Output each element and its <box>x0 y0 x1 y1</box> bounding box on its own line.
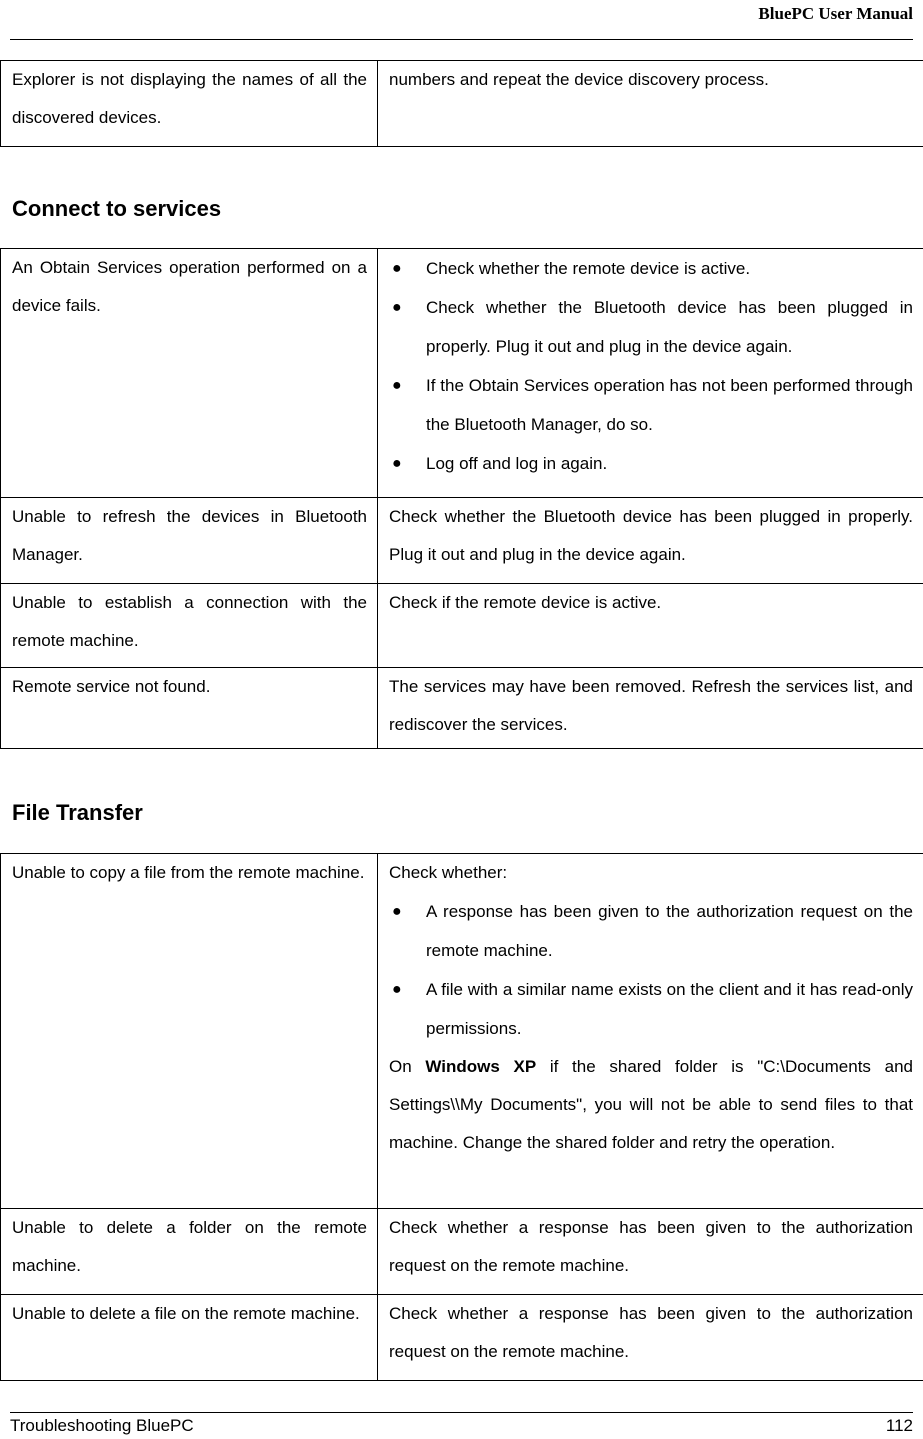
bullet-icon: ● <box>392 299 402 316</box>
table-row <box>1 61 923 147</box>
problem-cell: An Obtain Services operation performed on a device fails. <box>1 249 378 498</box>
list-item: ● Check whether the Bluetooth device has been plugged in properly. Plug it out and plug in the device again. <box>389 288 913 366</box>
header-divider <box>10 39 913 40</box>
bullet-icon: ● <box>392 981 402 998</box>
document-header-title: BluePC User Manual <box>758 4 913 23</box>
page-number: 112 <box>885 1416 913 1435</box>
solution-cell: Check whether a response has been given to the authorization request on the remote machine. <box>378 1209 923 1295</box>
solution-cell: numbers and repeat the device discovery process. <box>378 61 923 147</box>
bullet-icon: ● <box>392 903 402 920</box>
table-row <box>1 1295 923 1381</box>
solution-cell: Check whether a response has been given to the authorization request on the remote machine. <box>378 1295 923 1381</box>
list-item: ● Check whether the remote device is active. <box>389 249 913 288</box>
connect-services-table <box>0 248 923 749</box>
file-transfer-table <box>0 853 923 1381</box>
list-item: ● If the Obtain Services operation has not been performed through the Bluetooth Manager, do so. <box>389 366 913 444</box>
table-row <box>1 854 923 1209</box>
solution-cell <box>378 854 923 1209</box>
table-row <box>1 668 923 749</box>
solution-bullet-list <box>389 892 913 1048</box>
problem-cell: Unable to delete a file on the remote machine. <box>1 1295 378 1381</box>
solution-cell: Check whether the Bluetooth device has been plugged in properly. Plug it out and plug in the device again. <box>378 498 923 584</box>
problem-cell: Unable to refresh the devices in Bluetooth Manager. <box>1 498 378 584</box>
windows-xp-note: On Windows XP if the shared folder is "C:\Documents and Settings\\My Documents", you will not be able to send files to that machine. Change the shared folder and retry the operation. <box>389 1057 913 1152</box>
section-heading-connect: Connect to services <box>12 196 222 221</box>
solution-cell <box>378 249 923 498</box>
problem-cell: Unable to delete a folder on the remote machine. <box>1 1209 378 1295</box>
footer-section-title: Troubleshooting BluePC <box>10 1416 194 1435</box>
list-item: ● A file with a similar name exists on the client and it has read-only permissions. <box>389 970 913 1048</box>
bullet-icon: ● <box>392 455 402 472</box>
table-row <box>1 1209 923 1295</box>
solution-cell: Check if the remote device is active. <box>378 584 923 668</box>
solution-cell: The services may have been removed. Refresh the services list, and rediscover the services. <box>378 668 923 749</box>
table-row <box>1 498 923 584</box>
table-row <box>1 249 923 498</box>
troubleshooting-table-continued <box>0 60 923 147</box>
table-row <box>1 584 923 668</box>
problem-cell: Unable to establish a connection with the remote machine. <box>1 584 378 668</box>
list-item: ● Log off and log in again. <box>389 444 913 483</box>
solution-bullet-list <box>389 249 913 483</box>
section-heading-file-transfer: File Transfer <box>12 800 143 825</box>
list-item: ● A response has been given to the authorization request on the remote machine. <box>389 892 913 970</box>
problem-cell: Explorer is not displaying the names of all the discovered devices. <box>1 61 378 147</box>
bullet-icon: ● <box>392 260 402 277</box>
solution-intro: Check whether: <box>389 863 508 882</box>
problem-cell: Remote service not found. <box>1 668 378 749</box>
problem-cell: Unable to copy a file from the remote machine. <box>1 854 378 1209</box>
bullet-icon: ● <box>392 377 402 394</box>
